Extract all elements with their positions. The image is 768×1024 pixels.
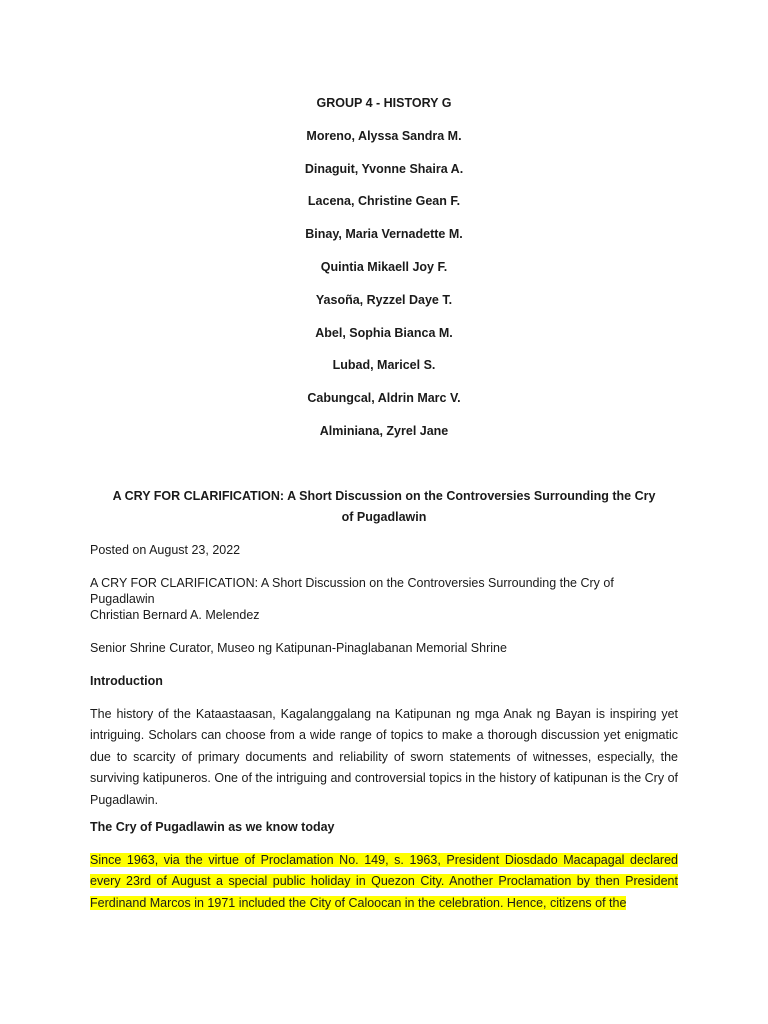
member-name: Lacena, Christine Gean F. xyxy=(307,194,461,208)
posted-date: Posted on August 23, 2022 xyxy=(90,543,241,557)
highlighted-paragraph xyxy=(90,850,678,914)
member-name: Yasoña, Ryzzel Daye T. xyxy=(315,293,453,307)
article-title-repeat: A CRY FOR CLARIFICATION: A Short Discussion on the Controversies Surrounding the Cry of Pugadlawin xyxy=(90,576,614,606)
member-name: Moreno, Alyssa Sandra M. xyxy=(306,129,462,143)
author-role: Senior Shrine Curator, Museo ng Katipunan-Pinaglabanan Memorial Shrine xyxy=(90,641,507,655)
member-name: Binay, Maria Vernadette M. xyxy=(305,227,463,241)
article-title: A CRY FOR CLARIFICATION: A Short Discussion on the Controversies Surrounding the Cry of Pugadlawin xyxy=(112,489,656,524)
group-title: GROUP 4 - HISTORY G xyxy=(316,96,452,110)
member-name: Cabungcal, Aldrin Marc V. xyxy=(307,391,461,405)
member-name: Alminiana, Zyrel Jane xyxy=(319,424,449,438)
intro-heading: Introduction xyxy=(90,674,163,688)
member-name: Lubad, Maricel S. xyxy=(332,358,436,372)
member-name: Abel, Sophia Bianca M. xyxy=(315,326,453,340)
highlighted-text: Since 1963, via the virtue of Proclamation No. 149, s. 1963, President Diosdado Macapagal declared every 23rd of August a special public holiday in Quezon City. Another Proclamation by then President Ferdinand Marcos in 1971 included the City of Caloocan in the celebration. Hence, citizens of the xyxy=(90,853,678,910)
section-heading: The Cry of Pugadlawin as we know today xyxy=(90,820,335,834)
author-name: Christian Bernard A. Melendez xyxy=(90,608,260,622)
intro-paragraph: The history of the Kataastaasan, Kagalanggalang na Katipunan ng mga Anak ng Bayan is inspiring yet intriguing. Scholars can choose from a wide range of topics to make a thorough discussion yet enigmatic due to scarcity of primary documents and reliability of sworn statements of witnesses, especially, the surviving katipuneros. One of the intriguing and controversial topics in the history of katipunan is the Cry of Pugadlawin. xyxy=(90,707,678,807)
member-name: Dinaguit, Yvonne Shaira A. xyxy=(304,162,464,176)
member-name: Quintia Mikaell Joy F. xyxy=(320,260,448,274)
